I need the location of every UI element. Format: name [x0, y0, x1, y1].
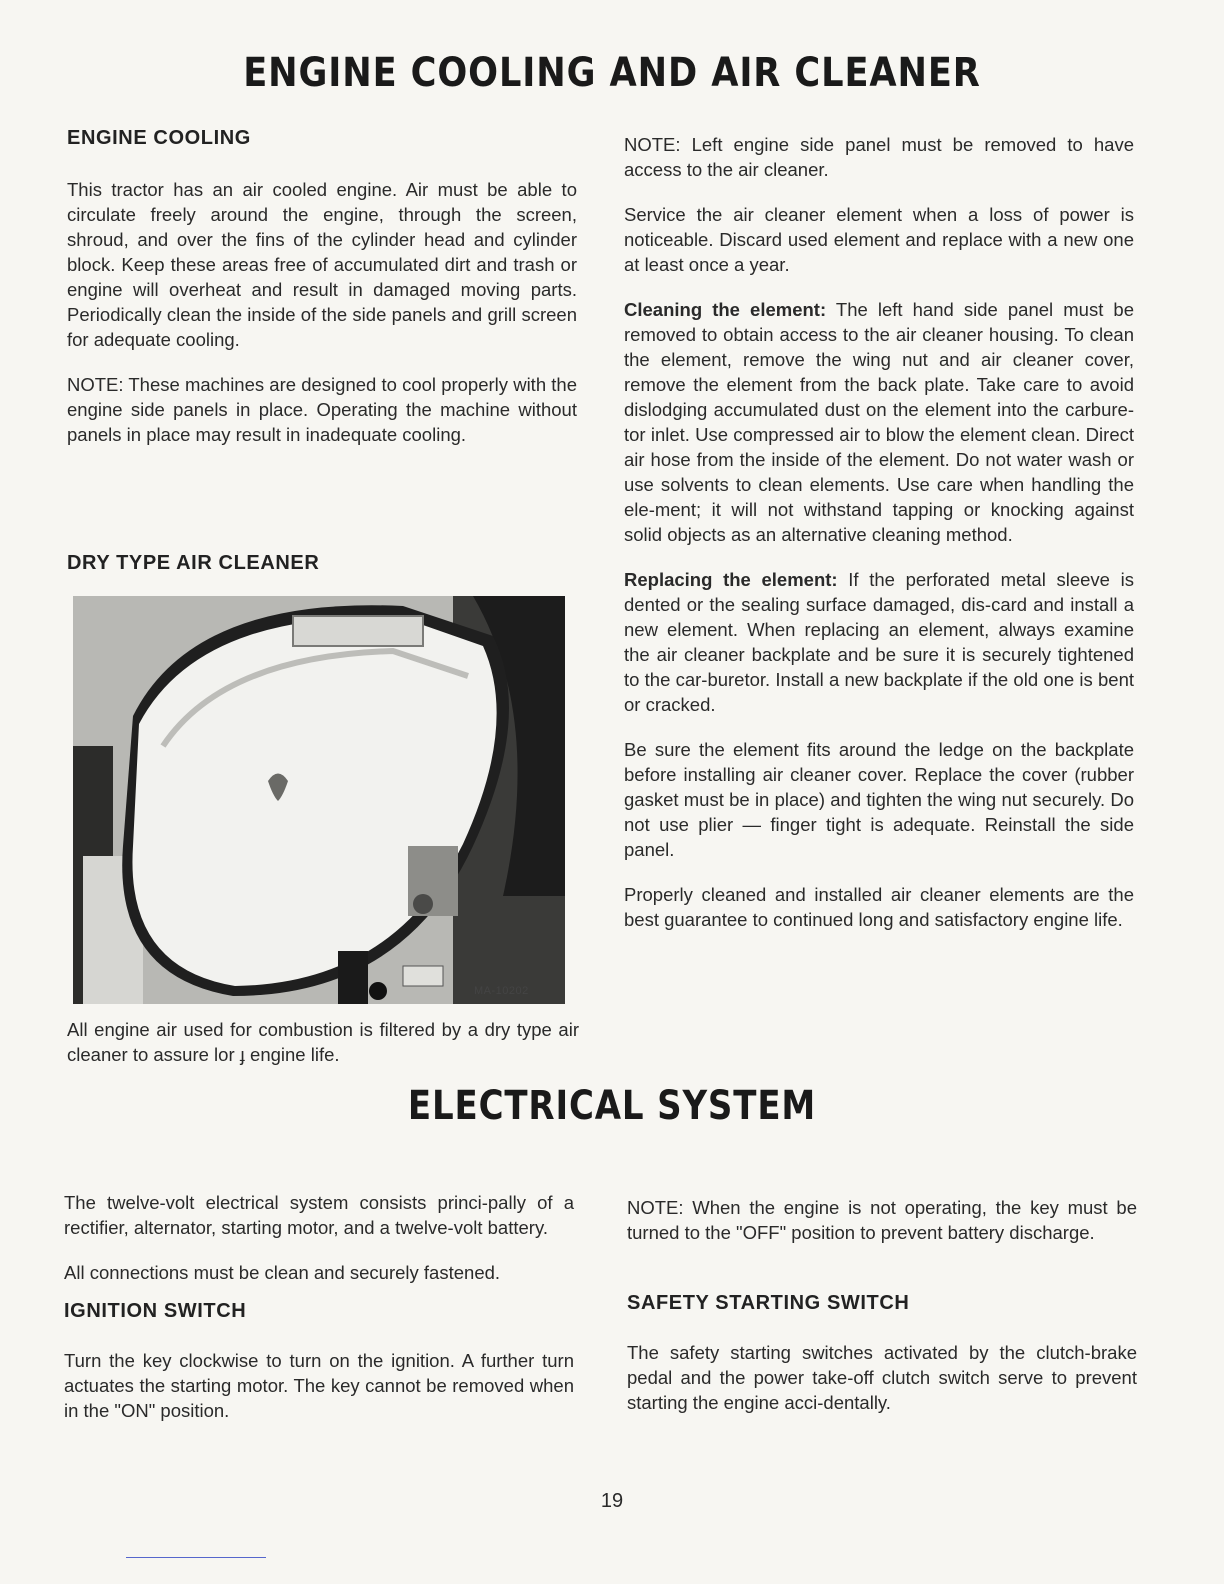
cleaning-element-text: The left hand side panel must be removed to obtain access to the air cleaner housing. To clean the element, remove the wing nut and air cleaner cover, remove the element from the back plate. Take care to avoid dislodging accumulated dust on the element into the carbure-tor inlet. Use compressed air to blow the element clean. Direct air hose from the inside of the element. Do not water wash or use solvents to clean elements. Use care when handling the ele-ment; it will not withstand tapping or knocking against solid objects as an alternative cleaning method.	[624, 299, 1134, 545]
electrical-left-column	[64, 1190, 574, 1443]
engine-cooling-note: NOTE: These machines are designed to cool properly with the engine side panels in place. Operating the machine without panels in place may result in inadequate cooling.	[67, 374, 577, 445]
safety-switch-paragraph: The safety starting switches activated by the clutch-brake pedal and the power take-off clutch switch serve to prevent starting the engine acci-dentally.	[627, 1342, 1137, 1413]
dry-air-cleaner-heading: DRY TYPE AIR CLEANER	[67, 552, 320, 574]
footer-rule	[126, 1557, 266, 1558]
air-cleaner-photo	[73, 596, 565, 1004]
key-off-note: NOTE: When the engine is not operating, the key must be turned to the "OFF" position to prevent battery discharge.	[627, 1197, 1137, 1243]
figure-label: MA-10202	[474, 985, 529, 997]
figure-caption: All engine air used for combustion is filtered by a dry type air cleaner to assure lor ɟ engine life.	[67, 1019, 579, 1065]
electrical-right-column	[627, 1195, 1137, 1435]
replacing-element-paragraph	[624, 567, 1134, 717]
replacing-element-label: Replacing the element:	[624, 569, 838, 590]
air-cleaner-service: Service the air cleaner element when a loss of power is noticeable. Discard used element and replace with a new one at least once a year.	[624, 204, 1134, 275]
engine-cooling-section	[67, 126, 577, 467]
engine-cooling-paragraph: This tractor has an air cooled engine. Air must be able to circulate freely around the engine, through the screen, shroud, and over the fins of the cylinder head and cylinder block. Keep these areas free of accumulated dirt and trash or engine will overheat and result in damaged moving parts. Periodically clean the inside of the side panels and grill screen for adequate cooling.	[67, 179, 577, 350]
page-title: ENGINE COOLING AND AIR CLEANER	[243, 50, 981, 96]
page-number: 19	[600, 1490, 624, 1512]
be-sure-paragraph: Be sure the element fits around the ledge on the backplate before installing air cleaner cover. Replace the cover (rubber gasket must be in place) and tighten the wing nut securely. Do not use plier — finger tight is adequate. Reinstall the side panel.	[624, 739, 1134, 860]
cleaning-element-paragraph	[624, 297, 1134, 547]
safety-switch-heading: SAFETY STARTING SWITCH	[627, 1292, 910, 1314]
air-cleaner-illustration	[73, 596, 565, 1004]
replacing-element-text: If the perforated metal sleeve is dented or the sealing surface damaged, dis-card and install a new element. When replacing an element, always examine the air cleaner backplate and be sure it is securely tightened to the car-buretor. Install a new backplate if the old one is bent or cracked.	[624, 569, 1135, 715]
connections-paragraph: All connections must be clean and securely fastened.	[64, 1262, 501, 1283]
electrical-intro-paragraph: The twelve-volt electrical system consists princi-pally of a rectifier, alternator, starting motor, and a twelve-volt battery.	[64, 1192, 574, 1238]
ignition-switch-paragraph: Turn the key clockwise to turn on the ignition. A further turn actuates the starting motor. The key cannot be removed when in the "ON" position.	[64, 1350, 574, 1421]
air-cleaner-instructions	[624, 132, 1134, 952]
ignition-switch-heading: IGNITION SWITCH	[64, 1300, 247, 1322]
engine-cooling-heading: ENGINE COOLING	[67, 127, 251, 149]
air-cleaner-note: NOTE: Left engine side panel must be removed to have access to the air cleaner.	[624, 134, 1134, 180]
properly-cleaned-paragraph: Properly cleaned and installed air cleaner elements are the best guarantee to continued long and satisfactory engine life.	[624, 884, 1134, 930]
cleaning-element-label: Cleaning the element:	[624, 299, 827, 320]
electrical-system-title: ELECTRICAL SYSTEM	[407, 1083, 817, 1129]
